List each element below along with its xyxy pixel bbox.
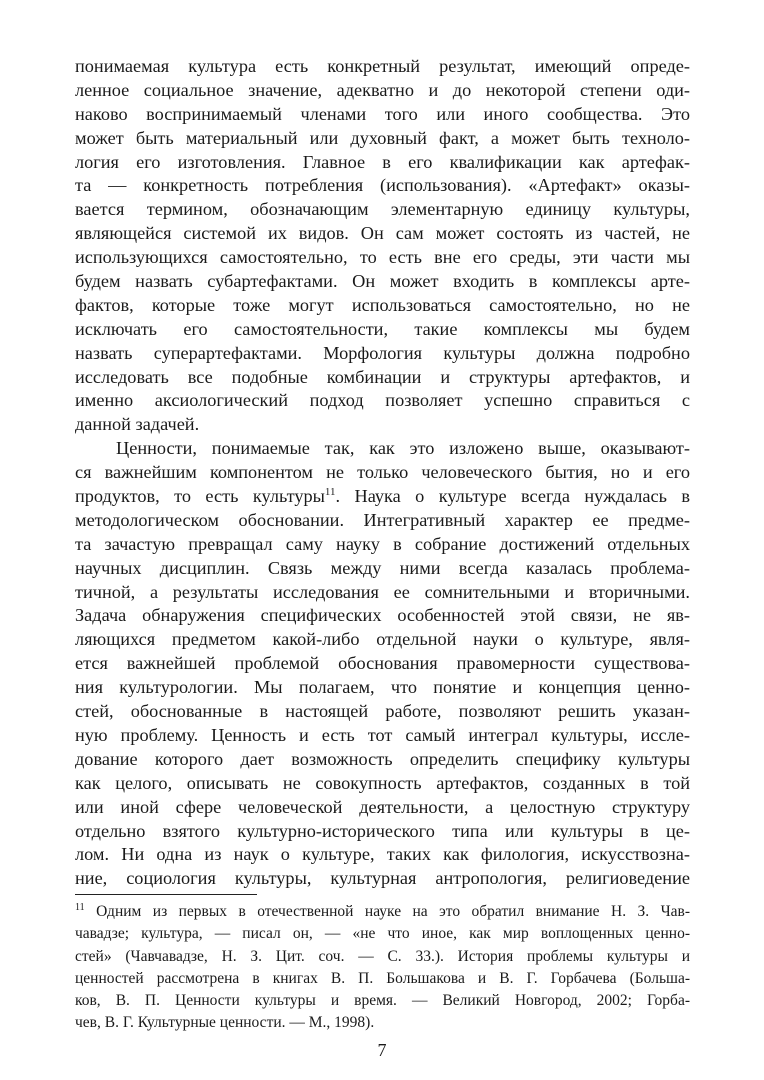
- text-line: ния культурологии. Мы полагаем, что понятие и концепция ценно-: [75, 677, 690, 698]
- text-line: ленное социальное значение, адекватно и до некоторой степени оди-: [75, 79, 690, 100]
- main-body-text: [75, 55, 690, 891]
- footnote: [75, 901, 690, 1035]
- footnote-line: чев, В. Г. Культурные ценности. — М., 1998).: [75, 1014, 375, 1032]
- text-line: ется важнейшей проблемой обоснования правомерности существова-: [75, 653, 690, 674]
- text-line: стей, обоснованные в настоящей работе, позволяют решить указан-: [75, 701, 690, 722]
- text-line: наково воспринимаемый членами того или иного сообщества. Это: [75, 103, 690, 124]
- paragraph-first-line: Ценности, понимаемые так, как это изложено выше, оказывают-: [116, 438, 690, 459]
- text-line: ние, социология культуры, культурная антропология, религиоведение: [75, 868, 690, 889]
- text-segment: продуктов, то есть культуры: [75, 486, 325, 507]
- text-line: назвать суперартефактами. Морфология культуры должна подробно: [75, 342, 690, 363]
- footnote-reference[interactable]: 11: [324, 486, 336, 499]
- text-line: как целого, описывать не совокупность артефактов, созданных в той: [75, 772, 690, 793]
- page-number: 7: [377, 1040, 387, 1060]
- text-line: данной задачей.: [75, 414, 200, 435]
- text-line: именно аксиологический подход позволяет успешно справиться с: [75, 390, 690, 411]
- text-line: научных дисциплин. Связь между ними всегда казалась проблема-: [75, 557, 690, 578]
- text-line-with-footnote-ref: [75, 485, 690, 509]
- text-line: та зачастую превращал саму науку в собрание достижений отдельных: [75, 533, 690, 554]
- footnote-line: ков, В. П. Ценности культуры и время. — Великий Новгород, 2002; Горба-: [75, 992, 690, 1010]
- text-line: методологическом обосновании. Интегративный характер ее предме-: [75, 509, 690, 530]
- text-line: может быть материальный или духовный факт, а может быть техноло-: [75, 127, 690, 148]
- text-line: исследовать все подобные комбинации и структуры артефактов, и: [75, 366, 690, 387]
- text-line: ную проблему. Ценность и есть тот самый интеграл культуры, иссле-: [75, 724, 690, 745]
- text-line: отдельно взятого культурно-исторического типа или культуры в це-: [75, 820, 690, 841]
- text-line: тичной, а результаты исследования ее сомнительными и вторичными.: [75, 581, 690, 602]
- text-line: будем назвать субартефактами. Он может входить в комплексы арте-: [75, 271, 690, 292]
- text-line: Задача обнаружения специфических особенностей этой связи, не яв-: [75, 605, 690, 626]
- text-segment: Одним из первых в отечественной науке на это обратил внимание Н. З. Чав-: [84, 903, 690, 920]
- text-line: дование которого дает возможность определить специфику культуры: [75, 748, 690, 769]
- footnote-line: [75, 901, 690, 923]
- text-line: логия его изготовления. Главное в его квалификации как артефак-: [75, 151, 690, 172]
- text-line: ся важнейшим компонентом не только человеческого бытия, но и его: [75, 462, 690, 483]
- text-line: та — конкретность потребления (использования). «Артефакт» оказы-: [75, 175, 690, 196]
- footnote-marker: 11: [75, 902, 85, 913]
- text-line: или иной сфере человеческой деятельности, а целостную структуру: [75, 796, 690, 817]
- text-segment: . Наука о культуре всегда нуждалась в: [335, 486, 691, 507]
- text-line: ляющихся предметом какой-либо отдельной науки о культуре, явля-: [75, 629, 690, 650]
- text-line: понимаемая культура есть конкретный результат, имеющий опреде-: [75, 56, 690, 76]
- text-line: использующихся самостоятельно, то есть вне его среды, эти части мы: [75, 247, 690, 268]
- text-line: фактов, которые тоже могут использоваться самостоятельно, но не: [75, 294, 690, 315]
- text-line: исключать его самостоятельности, такие комплексы мы будем: [75, 318, 690, 339]
- footnote-line: чавадзе; культура, — писал он, — «не что иное, как мир воплощенных ценно-: [75, 925, 690, 943]
- text-line: вается термином, обозначающим элементарную единицу культуры,: [75, 199, 690, 220]
- footnote-divider: [75, 894, 257, 895]
- text-line: лом. Ни одна из наук о культуре, таких как филология, искусствозна-: [75, 844, 690, 865]
- footnote-line: ценностей рассмотрена в книгах В. П. Большакова и В. Г. Горбачева (Больша-: [75, 969, 690, 987]
- footnote-line: стей» (Чавчавадзе, Н. З. Цит. соч. — С. 33.). История проблемы культуры и: [75, 947, 690, 965]
- text-line: являющейся системой их видов. Он сам может состоять из частей, не: [75, 223, 690, 244]
